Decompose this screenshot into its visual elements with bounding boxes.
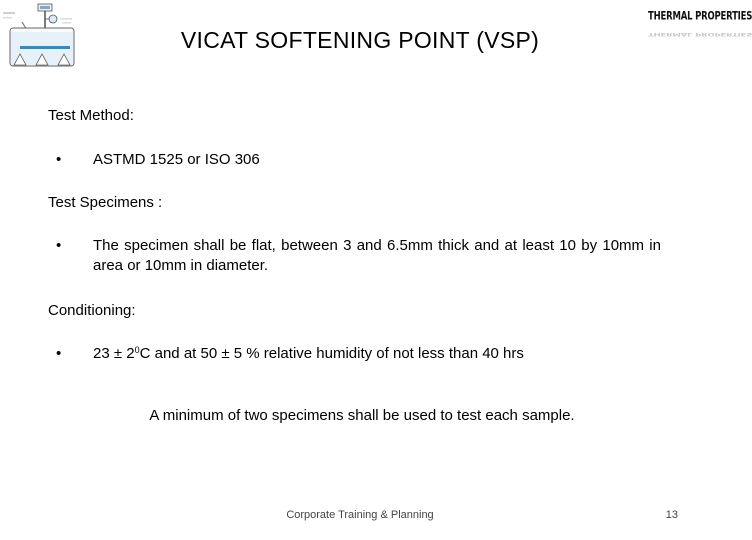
degree-superscript: 0 — [134, 345, 140, 355]
slide-title: VICAT SOFTENING POINT (VSP) — [180, 27, 540, 53]
conditioning-text-post: C and at 50 ± 5 % relative humidity of not less than 40 hrs — [139, 345, 524, 362]
logo-text: THERMAL PROPERTIES — [648, 10, 752, 24]
logo-reflection: THERMAL PROPERTIES — [648, 31, 752, 37]
specimen-count-note: A minimum of two specimens shall be used to test each sample. — [149, 407, 575, 424]
conditioning-bullet: • — [56, 345, 62, 362]
test-specimens-text: The specimen shall be flat, between 3 and 6.5mm thick and at least 10 by 10mm in area or 10mm in diameter. — [93, 237, 661, 274]
test-method-bullet: • — [56, 151, 62, 168]
conditioning-text-pre: 23 ± 2 — [93, 345, 135, 362]
test-specimens-bullet: • — [56, 237, 62, 254]
conditioning-text — [93, 344, 524, 364]
footer-text: Corporate Training & Planning — [286, 509, 434, 521]
test-method-heading: Test Method: — [48, 107, 134, 124]
test-specimens-heading: Test Specimens : — [48, 194, 163, 211]
conditioning-heading: Conditioning: — [48, 302, 136, 319]
test-method-text: ASTMD 1525 or ISO 306 — [93, 151, 260, 168]
page-number: 13 — [665, 509, 678, 521]
